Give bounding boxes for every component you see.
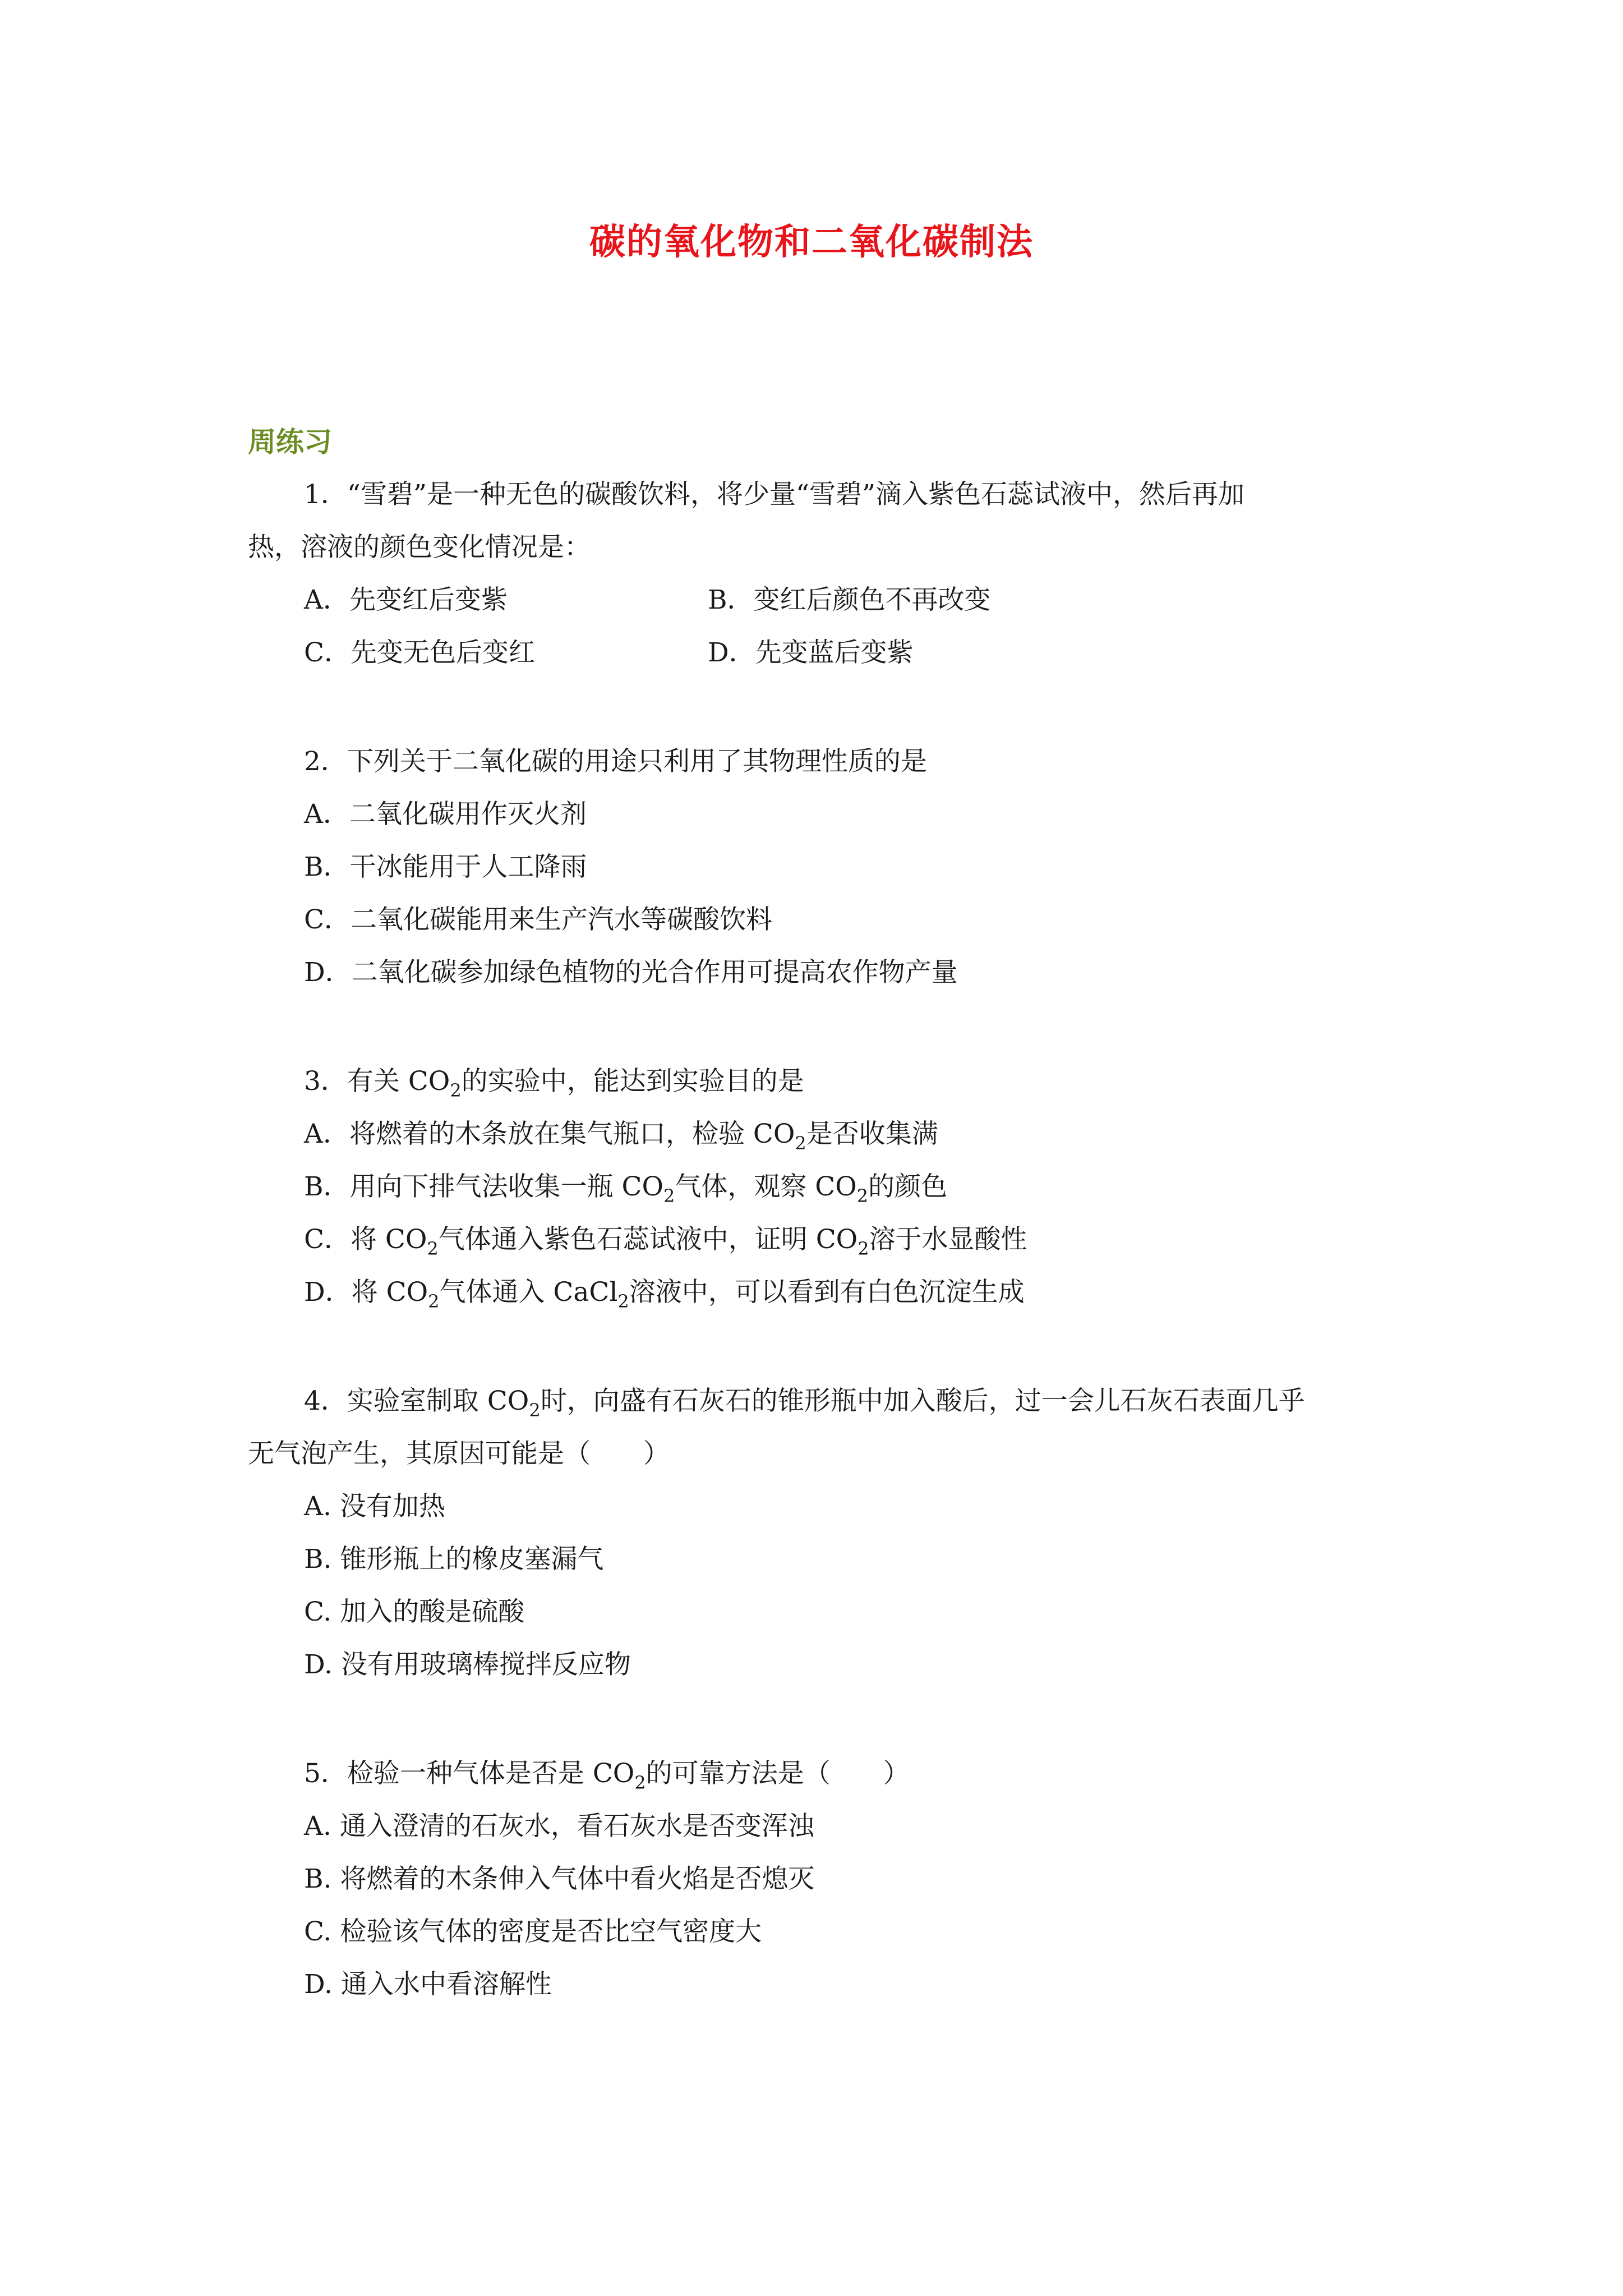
- q2-option-b: B．干冰能用于人工降雨: [304, 852, 587, 882]
- q1-option-b: B．变红后颜色不再改变: [708, 585, 991, 615]
- q4-stem-line2: 无气泡产生，其原因可能是（ ）: [248, 1438, 670, 1469]
- q2-stem: 2．下列关于二氧化碳的用途只利用了其物理性质的是: [304, 746, 927, 777]
- subscript: 2: [427, 1238, 439, 1259]
- q2-option-a: A．二氧化碳用作灭火剂: [304, 799, 587, 830]
- q3-option-d: [304, 1277, 1025, 1312]
- q2-option-c: C．二氧化碳能用来生产汽水等碳酸饮料: [304, 904, 772, 935]
- q4-option-a: A. 没有加热: [304, 1491, 445, 1522]
- q3-stem: [304, 1066, 804, 1101]
- subscript: 2: [795, 1133, 806, 1154]
- q5-option-b: B. 将燃着的木条伸入气体中看火焰是否熄灭: [304, 1864, 815, 1894]
- q3-option-a-text: A．将燃着的木条放在集气瓶口，检验 CO: [304, 1119, 795, 1149]
- q4-option-d: D. 没有用玻璃棒搅拌反应物: [304, 1649, 631, 1680]
- subscript: 2: [617, 1291, 629, 1312]
- q1-stem-line1: 1．“雪碧”是一种无色的碳酸饮料，将少量“雪碧”滴入紫色石蕊试液中，然后再加: [304, 479, 1245, 510]
- subscript: 2: [450, 1080, 462, 1101]
- section-heading: 周练习: [248, 425, 332, 458]
- q4-stem-text: 4．实验室制取 CO: [304, 1386, 529, 1416]
- q5-stem-text: 5．检验一种气体是否是 CO: [304, 1758, 635, 1789]
- q3-stem-text: 3．有关 CO: [304, 1066, 450, 1097]
- q1-stem-line2: 热，溶液的颜色变化情况是：: [248, 532, 591, 563]
- q3-option-a-text: 是否收集满: [806, 1119, 938, 1149]
- subscript: 2: [634, 1772, 646, 1793]
- subscript: 2: [856, 1185, 869, 1207]
- q3-option-d-text: D．将 CO: [304, 1277, 428, 1308]
- q5-option-c: C. 检验该气体的密度是否比空气密度大: [304, 1916, 762, 1947]
- q3-option-b-text: 的颜色: [868, 1171, 948, 1202]
- q3-option-b: [304, 1171, 948, 1207]
- q3-option-a: [304, 1119, 938, 1154]
- page-title: 碳的氧化物和二氧化碳制法: [589, 221, 1034, 263]
- q3-option-c-text: C．将 CO: [304, 1224, 427, 1255]
- q3-option-c-text: 溶于水显酸性: [869, 1224, 1027, 1255]
- q3-option-d-text: 溶液中，可以看到有白色沉淀生成: [629, 1277, 1025, 1308]
- q1-option-a: A．先变红后变紫: [304, 585, 508, 615]
- q5-option-d: D. 通入水中看溶解性: [304, 1969, 552, 2000]
- subscript: 2: [663, 1185, 675, 1207]
- q3-option-b-text: 气体，观察 CO: [675, 1171, 857, 1202]
- q3-option-c-text: 气体通入紫色石蕊试液中，证明 CO: [438, 1224, 858, 1255]
- q3-option-b-text: B．用向下排气法收集一瓶 CO: [304, 1171, 663, 1202]
- q4-option-c: C. 加入的酸是硫酸: [304, 1596, 525, 1627]
- q1-option-c: C．先变无色后变红: [304, 637, 535, 668]
- q5-stem: [304, 1758, 910, 1793]
- q4-stem-line1: [304, 1386, 1305, 1421]
- subscript: 2: [857, 1238, 869, 1259]
- q4-stem-text: 时，向盛有石灰石的锥形瓶中加入酸后，过一会儿石灰石表面几乎: [540, 1386, 1305, 1416]
- q1-option-d: D．先变蓝后变紫: [708, 637, 914, 668]
- subscript: 2: [529, 1400, 541, 1421]
- q3-stem-text: 的实验中，能达到实验目的是: [461, 1066, 804, 1097]
- q5-option-a: A. 通入澄清的石灰水，看石灰水是否变浑浊: [304, 1811, 814, 1842]
- q3-option-c: [304, 1224, 1027, 1259]
- q4-option-b: B. 锥形瓶上的橡皮塞漏气: [304, 1544, 604, 1575]
- q2-option-d: D．二氧化碳参加绿色植物的光合作用可提高农作物产量: [304, 957, 958, 988]
- subscript: 2: [428, 1291, 440, 1312]
- q5-stem-text: 的可靠方法是（ ）: [645, 1758, 910, 1789]
- q3-option-d-text: 气体通入 CaCl: [439, 1277, 618, 1308]
